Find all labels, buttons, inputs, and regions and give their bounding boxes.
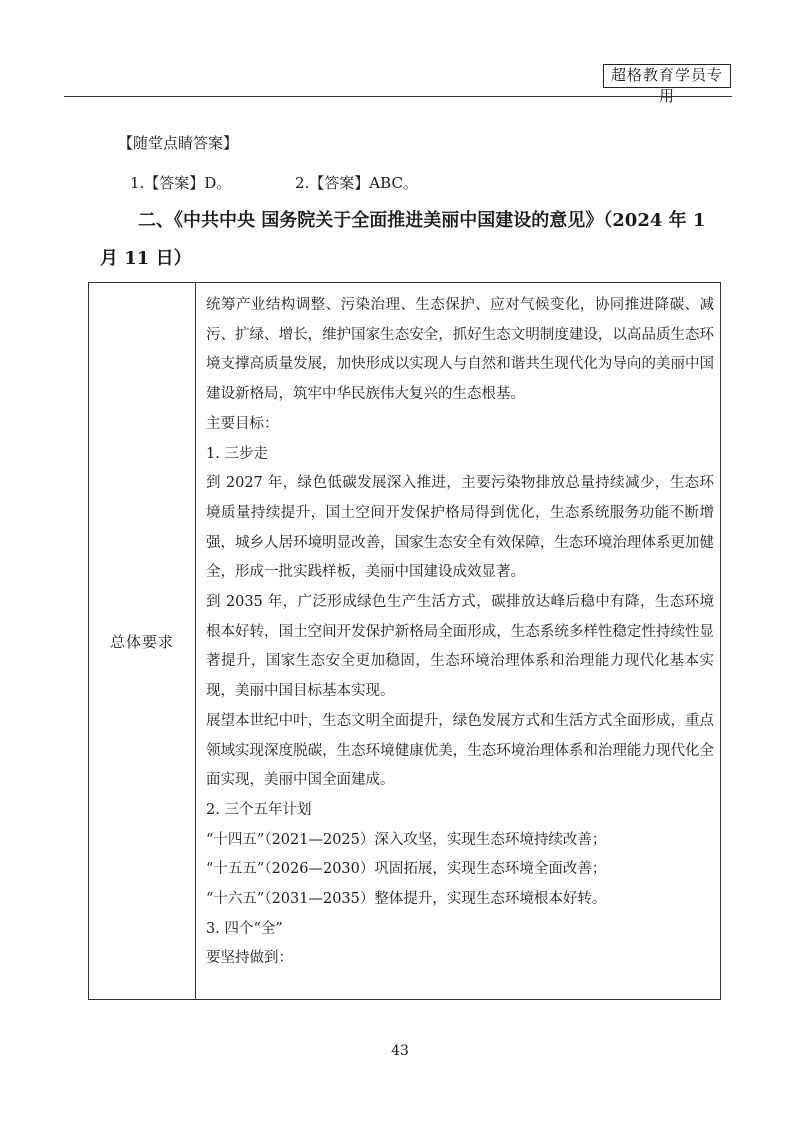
- paragraph-overview: 统筹产业结构调整、污染治理、生态保护、应对气候变化，协同推进降碳、减污、扩绿、增长，维护国家生态安全，抓好生态文明制度建设，以高品质生态环境支撑高质量发展，加快形成以实现人与自然和谐共生现代化为导向的美丽中国建设新格局，筑牢中华民族伟大复兴的生态根基。: [206, 297, 714, 403]
- answer-item-2: 2.【答案】ABC。: [295, 174, 418, 192]
- section-heading-line1: 二、《中共中央 国务院关于全面推进美丽中国建设的意见》（2024 年 1: [138, 210, 706, 231]
- header-rule: [64, 96, 732, 97]
- paragraph-three-steps: 1. 三步走: [206, 445, 268, 462]
- paragraph-2027: 到 2027 年，绿色低碳发展深入推进，主要污染物排放总量持续减少，生态环境质量持续提升，国土空间开发保护格局得到优化，生态系统服务功能不断增强，城乡人居环境明显改善，国家生态安全有效保障，生态环境治理体系更加健全，形成一批实践样板，美丽中国建设成效显著。: [206, 475, 714, 581]
- section-heading-line2: 月 11 日）: [100, 248, 192, 269]
- paragraph-four-all: 3. 四个“全”: [206, 920, 283, 937]
- row-content: [196, 283, 721, 1000]
- paragraph-14th-plan: “十四五”（2021—2025）深入攻坚，实现生态环境持续改善；: [206, 831, 607, 848]
- header-badge: 超格教育学员专用: [603, 64, 731, 88]
- section-heading: [100, 202, 750, 278]
- answers-title: 【随堂点睛答案】: [118, 134, 239, 152]
- paragraph-mid-century: 展望本世纪中叶，生态文明全面提升，绿色发展方式和生活方式全面形成，重点领域实现深度脱碳，生态环境健康优美，生态环境治理体系和治理能力现代化全面实现，美丽中国全面建成。: [206, 712, 714, 789]
- paragraph-five-year-plans: 2. 三个五年计划: [206, 801, 312, 818]
- paragraph-main-goals: 主要目标：: [206, 415, 279, 432]
- paragraph-2035: 到 2035 年，广泛形成绿色生产生活方式，碳排放达峰后稳中有降，生态环境根本好转，国土空间开发保护新格局全面形成，生态系统多样性稳定性持续性显著提升，国家生态安全更加稳固，生态环境治理体系和治理能力现代化基本实现，美丽中国目标基本实现。: [206, 594, 714, 700]
- paragraph-15th-plan: “十五五”（2026—2030）巩固拓展，实现生态环境全面改善；: [206, 861, 607, 878]
- paragraph-16th-plan: “十六五”（2031—2035）整体提升，实现生态环境根本好转。: [206, 891, 607, 908]
- row-label: 总体要求: [89, 283, 196, 1000]
- requirements-table: [88, 282, 721, 1000]
- paragraph-must-adhere: 要坚持做到：: [206, 950, 293, 967]
- answer-item-1: 1.【答案】D。: [130, 174, 232, 192]
- table-row: [89, 283, 721, 1000]
- page-number: 43: [391, 1043, 409, 1059]
